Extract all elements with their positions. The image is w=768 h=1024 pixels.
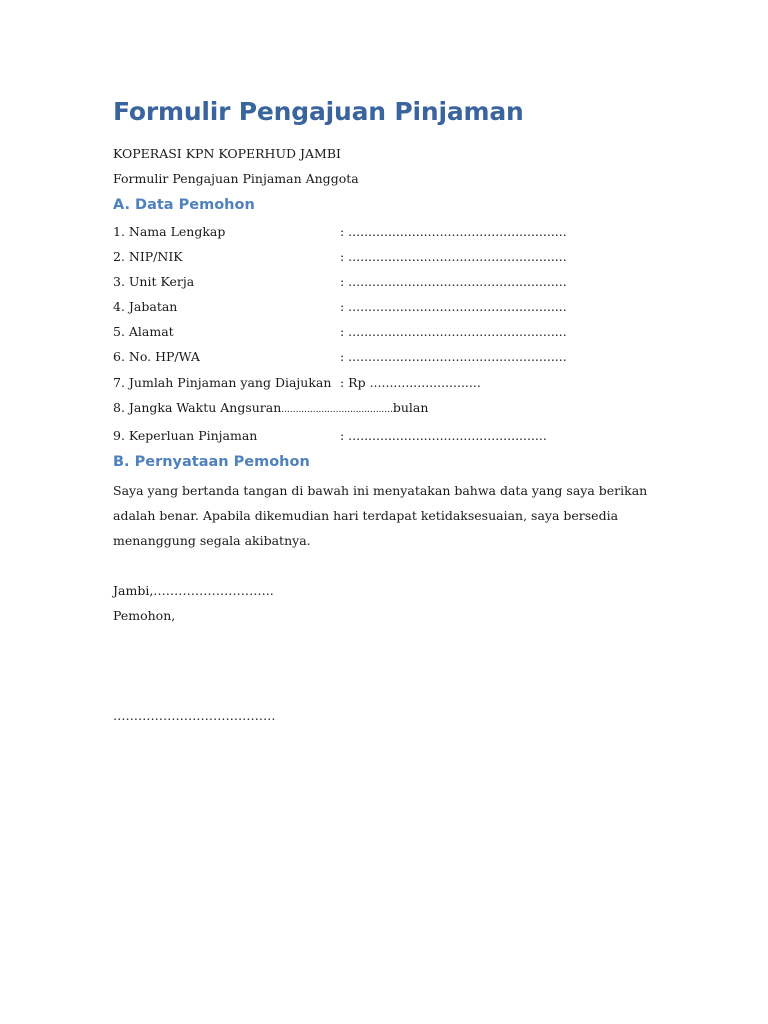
field-label: 1. Nama Lengkap xyxy=(113,224,226,239)
field-label: 2. NIP/NIK xyxy=(113,249,183,265)
field-nip-nik xyxy=(113,244,668,269)
document-title: Formulir Pengajuan Pinjaman xyxy=(113,97,524,126)
field-installment-term xyxy=(113,395,668,423)
applicant-fields xyxy=(113,219,668,448)
field-blank: ....................................... xyxy=(281,404,393,415)
field-blank: : ....................................................... xyxy=(340,324,567,340)
field-label: 7. Jumlah Pinjaman yang Diajukan xyxy=(113,374,332,390)
field-blank: : .................................................. xyxy=(340,427,547,443)
field-loan-amount xyxy=(113,370,668,395)
field-blank: : Rp ............................ xyxy=(340,374,481,390)
organization-name: KOPERASI KPN KOPERHUD JAMBI xyxy=(113,146,341,161)
field-label: 6. No. HP/WA xyxy=(113,349,200,365)
field-blank: : ....................................................... xyxy=(340,299,567,315)
declaration-statement: Saya yang bertanda tangan di bawah ini menyatakan bahwa data yang saya berikan adalah benar. Apabila dikemudian hari terdapat ketidaksesuaian, saya bersedia menanggung segala akibatnya. xyxy=(113,482,648,548)
field-blank: : ....................................................... xyxy=(340,274,567,290)
section-a-heading: A. Data Pemohon xyxy=(113,197,255,213)
field-label: 4. Jabatan xyxy=(113,299,178,315)
field-unit: bulan xyxy=(392,399,429,415)
field-address xyxy=(113,319,668,344)
field-loan-purpose xyxy=(113,423,668,448)
field-label: 8. Jangka Waktu Angsuran xyxy=(113,399,282,415)
signature-place-date: Jambi,……………………….. xyxy=(113,582,274,598)
field-blank: : ....................................................... xyxy=(340,224,567,239)
field-label: 9. Keperluan Pinjaman xyxy=(113,427,258,443)
signature-space xyxy=(113,628,668,703)
field-full-name xyxy=(113,219,668,244)
field-position xyxy=(113,294,668,319)
section-b-heading: B. Pernyataan Pemohon xyxy=(113,453,310,470)
field-phone xyxy=(113,344,668,369)
spacer xyxy=(113,553,668,578)
field-label: 3. Unit Kerja xyxy=(113,274,195,290)
signature-role: Pemohon, xyxy=(113,607,176,623)
form-subtitle: Formulir Pengajuan Pinjaman Anggota xyxy=(113,171,359,186)
field-label: 5. Alamat xyxy=(113,324,174,340)
field-work-unit xyxy=(113,269,668,294)
field-blank: : ....................................................... xyxy=(340,249,567,265)
signature-name-line: ………………………………… xyxy=(113,707,276,723)
field-blank: : ....................................................... xyxy=(340,349,567,365)
